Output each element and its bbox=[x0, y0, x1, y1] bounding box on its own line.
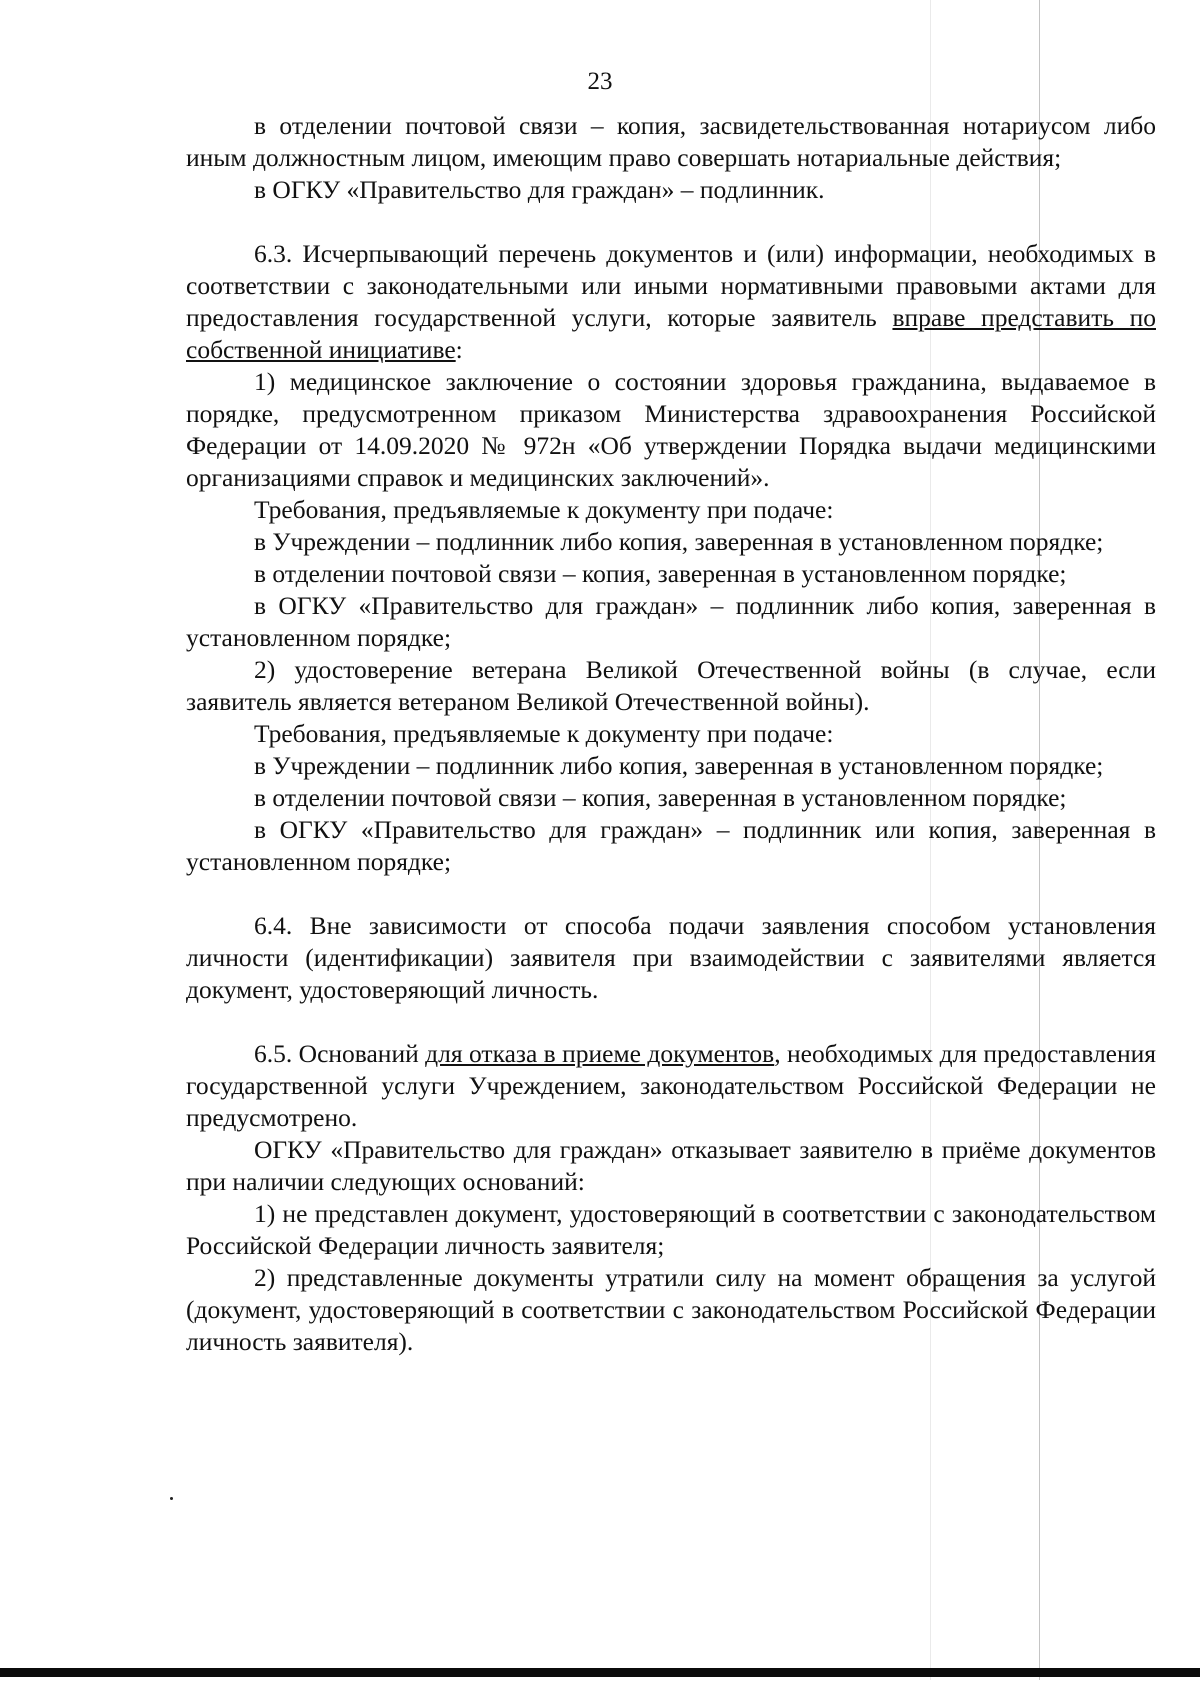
refusal-ground-2: 2) представленные документы утратили силу на момент обращения за услугой (документ, удостоверяющий в соответствии с законодательством Российской Федерации личность заявителя). bbox=[186, 1263, 1156, 1356]
refusal-ground-1: 1) не представлен документ, удостоверяющий в соответствии с законодательством Российской Федерации личность заявителя; bbox=[186, 1199, 1156, 1260]
section-6-5: 6.5. Оснований для отказа в приеме документов, необходимых для предоставления государственной услуги Учреждением, законодательством Российской Федерации не предусмотрено. bbox=[186, 1039, 1157, 1132]
document-body bbox=[186, 110, 1156, 1358]
section-6-4: 6.4. Вне зависимости от способа подачи заявления способом установления личности (идентификации) заявителя при взаимодействии с заявителями является документ, удостоверяющий личность. bbox=[186, 911, 1156, 1004]
requirement-postal: в отделении почтовой связи – копия, заверенная в установленном порядке; bbox=[254, 783, 1067, 812]
requirement-postal: в отделении почтовой связи – копия, заверенная в установленном порядке; bbox=[254, 559, 1067, 588]
item-medical-certificate: 1) медицинское заключение о состоянии здоровья гражданина, выдаваемое в порядке, предусмотренном приказом Министерства здравоохранения Российской Федерации от 14.09.2020 № 972н «Об утверждении Порядка выдачи медицинскими организациями справок и медицинских заключений». bbox=[186, 367, 1156, 492]
requirement-institution: в Учреждении – подлинник либо копия, заверенная в установленном порядке; bbox=[254, 751, 1104, 780]
underlined-phrase: вправе представить по собственной инициативе bbox=[186, 303, 1156, 364]
page-number: 23 bbox=[587, 68, 613, 95]
requirement-ogku: в ОГКУ «Правительство для граждан» – подлинник или копия, заверенная в установленном порядке; bbox=[186, 815, 1156, 876]
paragraph-ogku-original: в ОГКУ «Правительство для граждан» – подлинник. bbox=[254, 175, 825, 204]
requirement-ogku: в ОГКУ «Правительство для граждан» – подлинник либо копия, заверенная в установленном порядке; bbox=[186, 591, 1156, 652]
item-veteran-certificate: 2) удостоверение ветерана Великой Отечественной войны (в случае, если заявитель является ветераном Великой Отечественной войны). bbox=[186, 655, 1156, 716]
requirements-heading: Требования, предъявляемые к документу при подаче: bbox=[254, 719, 834, 748]
requirements-heading: Требования, предъявляемые к документу при подаче: bbox=[254, 495, 834, 524]
ogku-refusal-intro: ОГКУ «Правительство для граждан» отказывает заявителю в приёме документов при наличии следующих оснований: bbox=[186, 1135, 1156, 1196]
scan-speck bbox=[170, 1497, 173, 1500]
requirement-institution: в Учреждении – подлинник либо копия, заверенная в установленном порядке; bbox=[254, 527, 1104, 556]
underlined-phrase: для отказа в приеме документов bbox=[425, 1039, 775, 1068]
section-6-3-heading: 6.3. Исчерпывающий перечень документов и (или) информации, необходимых в соответствии с законодательными или иными нормативными правовыми актами для предоставления государственной услуги, которые заявитель вправе представить по собственной инициативе: bbox=[186, 239, 1156, 364]
scan-bottom-edge bbox=[0, 1668, 1200, 1677]
paragraph-postal-notary: в отделении почтовой связи – копия, засвидетельствованная нотариусом либо иным должностным лицом, имеющим право совершать нотариальные действия; bbox=[186, 111, 1156, 172]
